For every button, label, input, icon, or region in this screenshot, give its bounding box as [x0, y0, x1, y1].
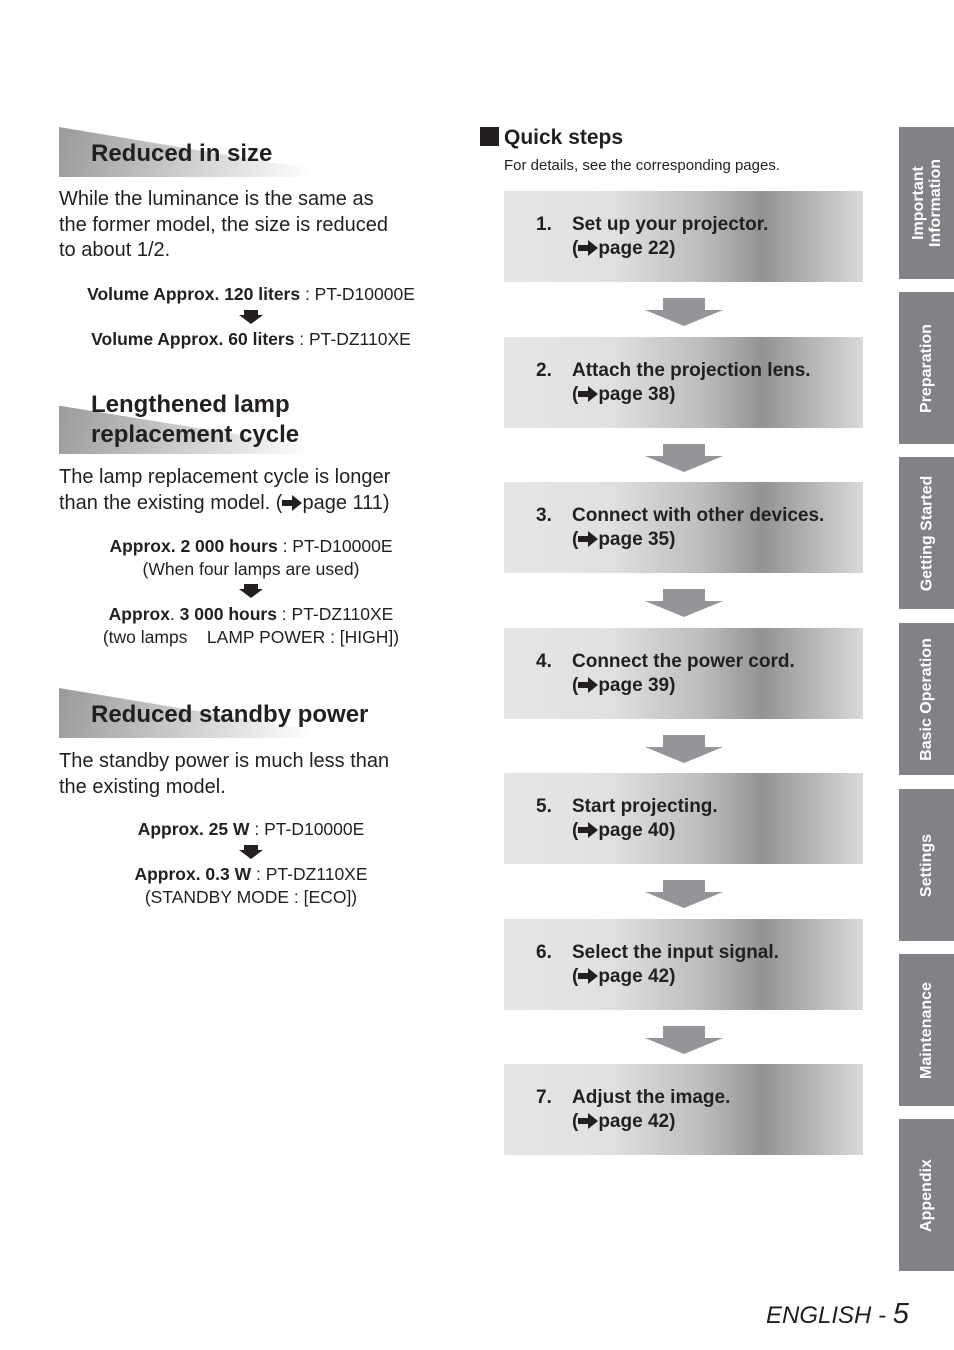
tab-label — [918, 638, 935, 761]
spec-note: (STANDBY MODE : [ECO]) — [144, 886, 358, 907]
tab-label — [918, 324, 935, 413]
spec-model: : PT-DZ110XE — [276, 604, 394, 624]
section-heading-standby — [59, 688, 369, 738]
step-page-ref — [572, 237, 768, 261]
step-down-arrow-icon — [645, 735, 723, 763]
step-box — [504, 773, 863, 864]
chapter-tab-maintenance[interactable] — [899, 954, 954, 1106]
tab-label-line: Settings — [918, 833, 935, 897]
step-down-arrow-icon — [645, 298, 723, 326]
step-instruction: Select the input signal. — [572, 942, 779, 963]
step-instruction: Attach the projection lens. — [572, 360, 811, 381]
right-arrow-icon — [578, 822, 598, 838]
tab-label — [918, 833, 935, 896]
step-down-arrow-icon — [645, 1026, 723, 1054]
spec-note: (When four lamps are used) — [142, 558, 360, 579]
spec-label: Approx — [108, 604, 170, 624]
right-arrow-icon — [578, 386, 598, 402]
step-number: 6. — [536, 942, 552, 963]
right-arrow-icon — [578, 677, 598, 693]
down-arrow-icon — [239, 310, 263, 324]
step-box — [504, 1064, 863, 1155]
step-box — [504, 337, 863, 428]
spec-model: : PT-D10000E — [300, 284, 415, 304]
down-arrow-icon — [239, 845, 263, 859]
spec-model: : PT-D10000E — [277, 536, 393, 556]
chapter-tab-appendix[interactable] — [899, 1119, 954, 1271]
body-line: to about 1/2. — [59, 239, 171, 261]
standby-spec-old — [59, 818, 443, 841]
paren-open: ( — [572, 966, 579, 987]
page-number-ref: page 40) — [598, 820, 676, 841]
quick-steps-title: Quick steps — [504, 126, 624, 149]
chapter-tab-preparation[interactable] — [899, 292, 954, 444]
step-number: 3. — [536, 505, 552, 526]
heading-title — [91, 390, 299, 450]
step-box — [504, 482, 863, 573]
step-page-ref — [572, 1110, 730, 1134]
tab-label-line: Getting Started — [918, 475, 935, 591]
spec-note: (two lamps LAMP POWER : [HIGH]) — [102, 626, 400, 647]
body-line: the existing model. — [59, 775, 226, 798]
page-number-ref: page 39) — [598, 675, 676, 696]
step-number: 7. — [536, 1087, 552, 1108]
page-number-ref: page 35) — [598, 529, 676, 550]
spec-label: 3 000 hours — [174, 604, 277, 624]
heading-title: Reduced in size — [91, 140, 273, 167]
spec-label: Approx. 2 000 hours — [109, 536, 278, 556]
step-instruction: Start projecting. — [572, 796, 718, 817]
tab-label-line: Preparation — [918, 323, 936, 413]
step-box — [504, 191, 863, 282]
step-instruction: Adjust the image. — [572, 1087, 731, 1108]
page-number-ref: page 38) — [598, 384, 676, 405]
footer-language: ENGLISH - — [766, 1302, 893, 1329]
tab-label-line: Basic Operation — [918, 637, 936, 761]
step-page-ref — [572, 819, 718, 843]
body-line: the former model, the size is reduced — [59, 213, 389, 236]
step-box — [504, 628, 863, 719]
quick-steps-subtitle: For details, see the corresponding pages. — [504, 157, 780, 174]
heading-title: Reduced standby power — [91, 701, 369, 728]
step-text — [572, 650, 795, 698]
chapter-tab-getting-started[interactable] — [899, 457, 954, 609]
step-text — [572, 359, 811, 407]
paren-open: ( — [572, 238, 579, 259]
step-number: 4. — [536, 651, 552, 672]
step-box — [504, 919, 863, 1010]
heading-line: Lengthened lamp — [91, 391, 290, 418]
step-page-ref — [572, 674, 795, 698]
size-spec-old — [59, 283, 443, 306]
paren-open: ( — [572, 675, 579, 696]
standby-body-text — [59, 749, 439, 800]
step-down-arrow-icon — [645, 880, 723, 908]
page-number: 5 — [892, 1298, 909, 1330]
step-page-ref — [572, 965, 779, 989]
spec-model: : PT-DZ110XE — [251, 864, 368, 884]
right-arrow-icon — [578, 240, 598, 256]
right-arrow-icon — [578, 1113, 598, 1129]
lamp-spec-old — [59, 535, 443, 580]
tab-label — [918, 475, 935, 591]
section-heading-lamp — [59, 392, 359, 454]
body-text-part: than the existing model. ( — [59, 491, 283, 514]
step-text — [572, 795, 718, 843]
step-number: 2. — [536, 360, 552, 381]
step-number: 5. — [536, 796, 552, 817]
step-down-arrow-icon — [645, 444, 723, 472]
tab-label — [918, 982, 935, 1079]
body-line: While the luminance is the same as — [59, 188, 374, 210]
section-heading-size — [59, 127, 359, 177]
down-arrow-icon — [239, 584, 263, 598]
paren-open: ( — [572, 820, 579, 841]
paren-open: ( — [572, 1111, 579, 1132]
page-number-ref: page 22) — [598, 238, 676, 259]
page-number-ref: page 42) — [598, 966, 676, 987]
step-instruction: Connect the power cord. — [572, 651, 795, 672]
right-arrow-icon — [578, 968, 598, 984]
tab-label-line: Important — [909, 166, 927, 240]
tab-label-line: Information — [926, 159, 944, 247]
spec-label: Approx. 25 W — [137, 819, 250, 839]
right-arrow-icon — [282, 495, 302, 511]
body-line: The lamp replacement cycle is longer — [59, 466, 391, 488]
body-line — [59, 491, 439, 517]
tab-label-line: Appendix — [918, 1158, 936, 1232]
step-text — [572, 213, 768, 261]
spec-label: Approx. 0.3 W — [134, 864, 252, 884]
standby-spec-new — [59, 863, 443, 908]
chapter-tab-basic-operation[interactable] — [899, 623, 954, 775]
section-marker-square — [480, 127, 499, 146]
spec-line — [59, 603, 443, 626]
spec-model: : PT-DZ110XE — [294, 329, 411, 349]
step-page-ref — [572, 528, 824, 552]
size-spec-new — [59, 328, 443, 351]
body-line: The standby power is much less than — [59, 750, 390, 772]
spec-label: Volume Approx. 60 liters — [91, 329, 295, 349]
page-ref: page 111) — [302, 491, 390, 514]
spec-model: : PT-D10000E — [249, 819, 365, 839]
page-number-ref: page 42) — [598, 1111, 676, 1132]
spec-line — [59, 535, 443, 558]
step-page-ref — [572, 383, 811, 407]
tab-label — [910, 159, 944, 247]
spec-line — [59, 863, 443, 886]
size-body-text — [59, 187, 439, 264]
paren-open: ( — [572, 384, 579, 405]
heading-line: replacement cycle — [91, 421, 300, 448]
page-footer — [766, 1297, 909, 1333]
chapter-tab-settings[interactable] — [899, 789, 954, 941]
step-instruction: Set up your projector. — [572, 214, 769, 235]
lamp-body-text — [59, 465, 439, 516]
step-text — [572, 941, 779, 989]
step-instruction: Connect with other devices. — [572, 505, 825, 526]
tab-label-line: Maintenance — [918, 981, 936, 1079]
lamp-spec-new — [59, 603, 443, 648]
chapter-tab-important[interactable] — [899, 127, 954, 279]
tab-label — [918, 1159, 935, 1232]
step-text — [572, 1086, 730, 1134]
spec-dot: . — [169, 604, 175, 624]
paren-open: ( — [572, 529, 579, 550]
step-text — [572, 504, 824, 552]
right-arrow-icon — [578, 531, 598, 547]
step-number: 1. — [536, 214, 552, 235]
spec-label: Volume Approx. 120 liters — [87, 284, 301, 304]
step-down-arrow-icon — [645, 589, 723, 617]
